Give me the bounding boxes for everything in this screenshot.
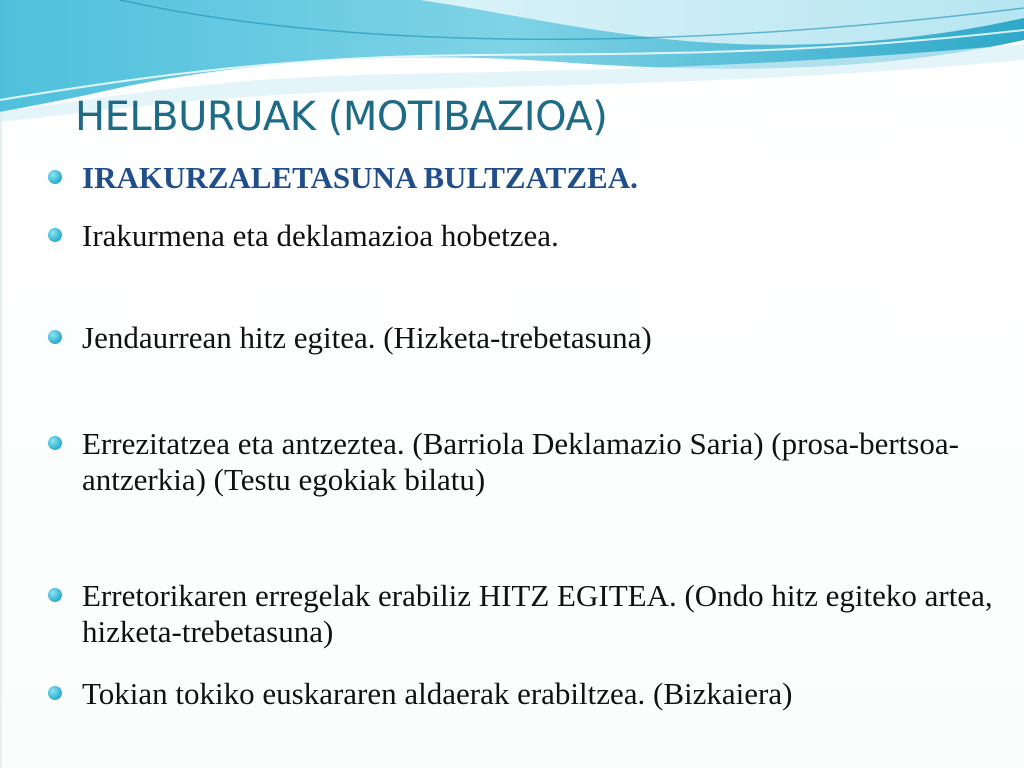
bullet-text: Tokian tokiko euskararen aldaerak erabiltzea. (Bizkaiera) (82, 676, 793, 711)
bullet-dot-icon (48, 330, 62, 344)
bullet-item (48, 160, 1008, 196)
bullet-text: Irakurmena eta deklamazioa hobetzea. (82, 218, 559, 253)
bullet-text: Errezitatzea eta antzeztea. (Barriola Deklamazio Saria) (prosa-bertsoa-antzerkia) (Testu egokiak bilatu) (82, 426, 959, 497)
bullet-dot-icon (48, 686, 62, 700)
bullet-item (48, 676, 1008, 712)
bullet-item (48, 578, 1008, 650)
bullet-dot-icon (48, 436, 62, 450)
bullet-text: IRAKURZALETASUNA BULTZATZEA. (82, 160, 638, 195)
bullet-dot-icon (48, 228, 62, 242)
bullet-item (48, 218, 1008, 254)
bullet-text: Jendaurrean hitz egitea. (Hizketa-trebetasuna) (82, 320, 652, 355)
slide-title: HELBURUAK (MOTIBAZIOA) (75, 94, 608, 140)
bullet-dot-icon (48, 170, 62, 184)
bullet-dot-icon (48, 588, 62, 602)
bullet-text: Erretorikaren erregelak erabiliz HITZ EGITEA. (Ondo hitz egiteko artea, hizketa-trebetasuna) (82, 578, 993, 649)
bullet-item (48, 426, 1008, 498)
bullet-item (48, 320, 1008, 356)
